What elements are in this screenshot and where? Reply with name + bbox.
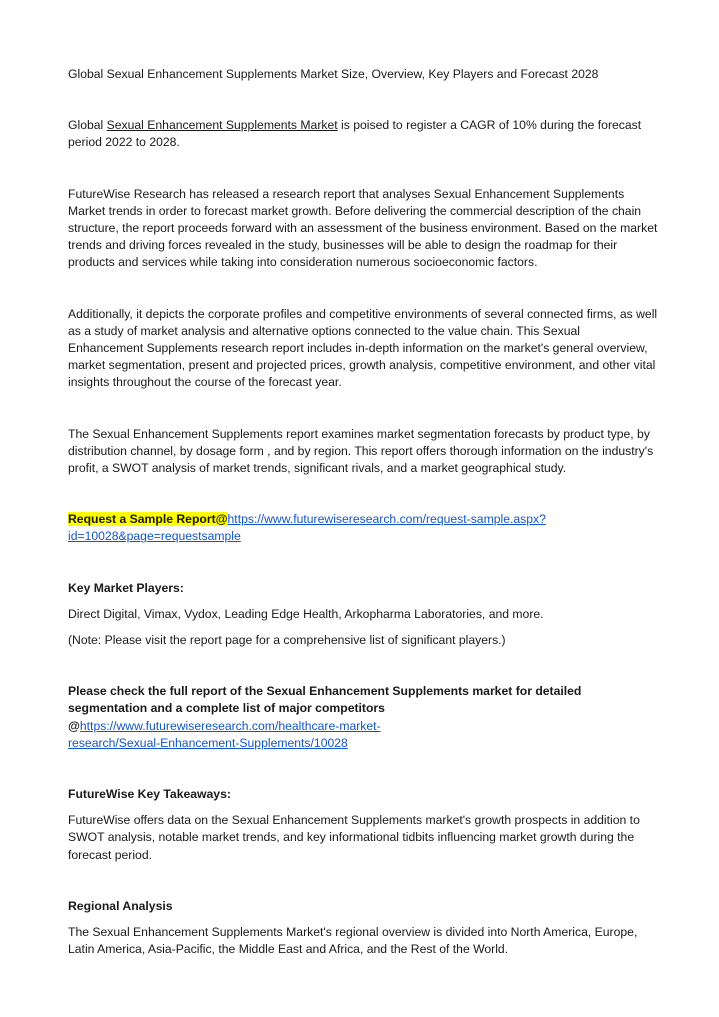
key-players-heading: Key Market Players: bbox=[68, 580, 184, 595]
full-report-text: Please check the full report of the Sexual Enhancement Supplements market for detailed segmentation and a complete list of major competitors @ bbox=[68, 684, 582, 733]
sample-link-line1[interactable]: https://www.futurewiseresearch.com/request-sample.aspx? bbox=[227, 512, 546, 527]
takeaways-text: FutureWise offers data on the Sexual Enhancement Supplements market's growth prospects in addition to SWOT analysis, notable market trends, and key informational tidbits influencing market growth during the forecast period. bbox=[68, 813, 640, 862]
document-page bbox=[68, 66, 658, 959]
full-report-link-line2[interactable]: research/Sexual-Enhancement-Supplements/10028 bbox=[68, 735, 348, 750]
regional-heading: Regional Analysis bbox=[68, 898, 173, 913]
key-players-list: Direct Digital, Vimax, Vydox, Leading Edge Health, Arkopharma Laboratories, and more. bbox=[68, 606, 544, 621]
overview-paragraph: FutureWise Research has released a research report that analyses Sexual Enhancement Supplements Market trends in order to forecast market growth. Before delivering the commercial description of the chain structure, the report proceeds forward with an assessment of the business environment. Based on the market trends and driving forces revealed in the study, businesses will be able to design the roadmap for their products and services while taking into consideration numerous socioeconomic factors. bbox=[68, 186, 658, 270]
full-report-link-line1[interactable]: https://www.futurewiseresearch.com/healthcare-market- bbox=[79, 718, 381, 733]
sample-label: Request a Sample Report@ bbox=[68, 512, 228, 527]
takeaways-heading: FutureWise Key Takeaways: bbox=[68, 787, 231, 802]
regional-text: The Sexual Enhancement Supplements Market's regional overview is divided into North America, Europe, Latin America, Asia-Pacific, the Middle East and Africa, and the Rest of the World. bbox=[68, 925, 638, 957]
sample-link-line2[interactable]: id=10028&page=requestsample bbox=[68, 529, 241, 544]
sample-request bbox=[68, 511, 658, 545]
intro-prefix: Global bbox=[68, 118, 107, 133]
key-players-note: (Note: Please visit the report page for a comprehensive list of significant players.) bbox=[68, 633, 506, 648]
profiles-paragraph: Additionally, it depicts the corporate profiles and competitive environments of several connected firms, as well as a study of market analysis and alternative options connected to the value chain. This Sexual Enhancement Supplements research report includes in-depth information on the market's general overview, market segmentation, present and projected prices, growth analysis, competitive environment, and other vital insights throughout the course of the forecast year. bbox=[68, 306, 658, 390]
full-report-paragraph bbox=[68, 683, 658, 752]
segmentation-paragraph: The Sexual Enhancement Supplements report examines market segmentation forecasts by product type, by distribution channel, by dosage form , and by region. This report offers thorough information on the industry's profit, a SWOT analysis of market trends, significant rivals, and a market geographical study. bbox=[68, 426, 654, 476]
intro-suffix: is poised to register a CAGR of 10% during the forecast period 2022 to 2028. bbox=[68, 118, 642, 150]
full-report-link[interactable] bbox=[68, 719, 381, 750]
intro-paragraph bbox=[68, 117, 658, 151]
document-title: Global Sexual Enhancement Supplements Market Size, Overview, Key Players and Forecast 2028 bbox=[68, 67, 599, 81]
market-link[interactable]: Sexual Enhancement Supplements Market bbox=[106, 118, 338, 133]
